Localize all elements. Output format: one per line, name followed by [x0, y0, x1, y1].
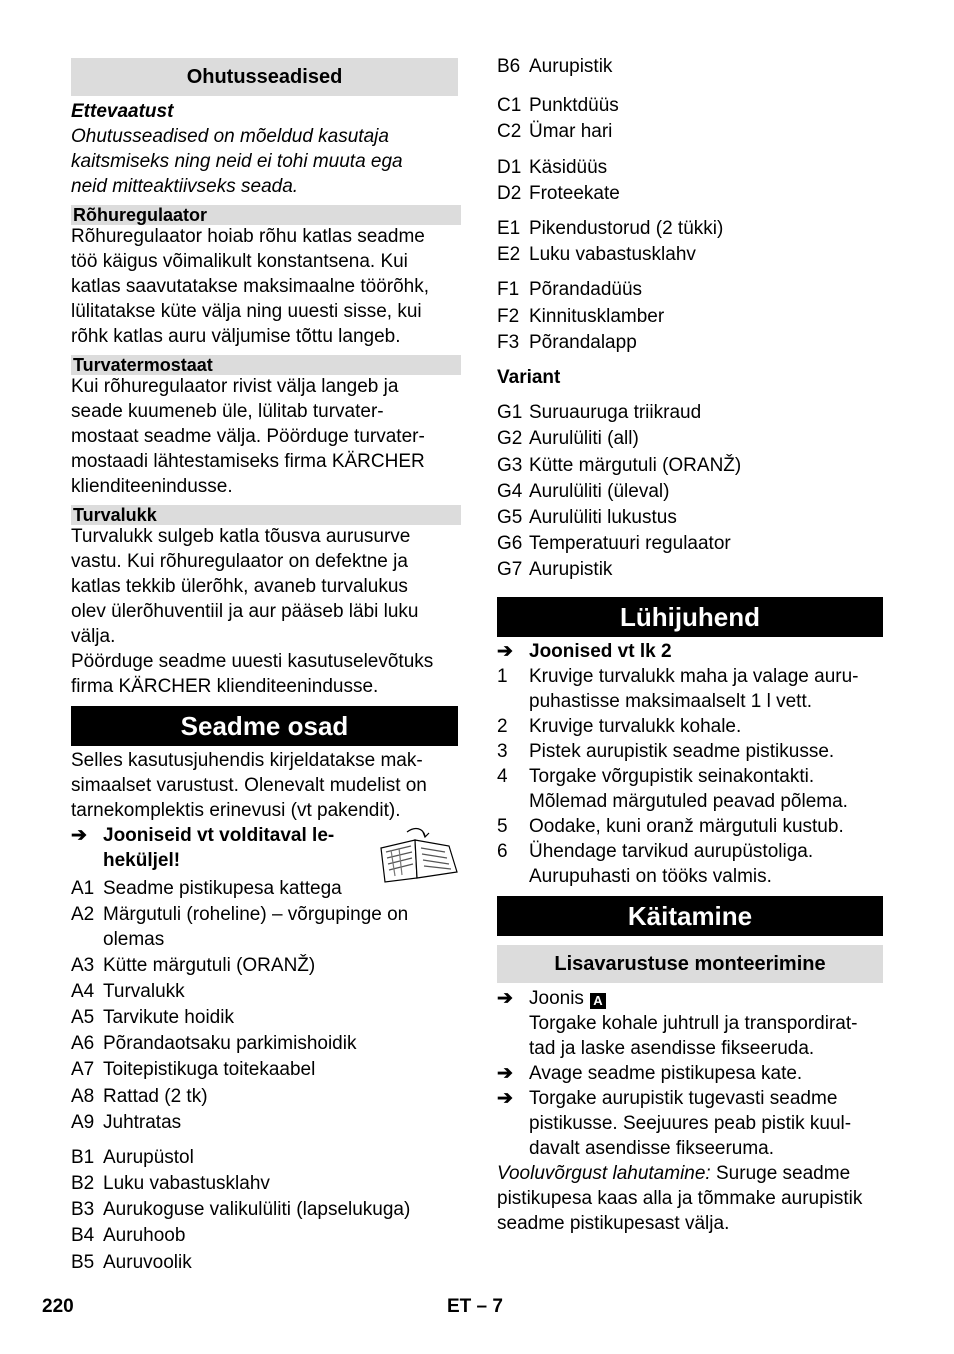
paragraph-line: simaalset varustust. Olenevalt mudelist on: [71, 775, 427, 796]
instruction-line: tad ja laske asendisse fikseeruda.: [529, 1038, 815, 1059]
quick-step-4-cont: Mõlemad märgutuled peavad põlema.: [529, 791, 848, 812]
paragraph-line: Pöörduge seadme uuesti kasutuselevõtuks: [71, 651, 434, 672]
paragraph-line: katlas saavutatakse maksimaalne töörõhk,: [71, 276, 430, 297]
warning-line: kaitsmiseks ning neid ei tohi muuta ega: [71, 151, 403, 172]
paragraph-line: välja.: [71, 626, 116, 647]
instruction-line: Torgake kohale juhtrull ja transpordirat-: [529, 1013, 858, 1034]
page-language-label: ET – 7: [447, 1296, 503, 1317]
variant-label: Variant: [497, 367, 561, 388]
paragraph-line: mostaat seadme välja. Pöörduge turvater-: [71, 426, 425, 447]
arrow-icon: ➔: [497, 1063, 513, 1084]
warning-line: neid mitteaktiivseks seada.: [71, 176, 299, 197]
arrow-icon: ➔: [497, 641, 513, 662]
arrow-note-line: heküljel!: [103, 850, 181, 871]
paragraph-line: Rõhuregulaator hoiab rõhu katlas seadme: [71, 226, 425, 247]
paragraph-line: Selles kasutusjuhendis kirjeldatakse mak-: [71, 750, 423, 771]
paragraph-line: lülitatakse küte välja ning uuesti sisse, kui: [71, 301, 422, 322]
instruction-line: pistikusse. Seejuures peab pistik kuul-: [529, 1113, 852, 1134]
warning-line: Ohutusseadised on mõeldud kasutaja: [71, 126, 389, 147]
arrow-icon: ➔: [71, 825, 87, 846]
subheading-accessory-mounting: Lisavarustuse monteerimine: [497, 945, 883, 983]
foldout-book-icon: [377, 826, 461, 884]
paragraph-line: olev ülerõhuventiil ja aur pääseb läbi luku: [71, 601, 419, 622]
paragraph-line: mostaadi lähtestamiseks firma KÄRCHER: [71, 451, 425, 472]
paragraph-line: seade kuumeneb üle, lülitab turvater-: [71, 401, 384, 422]
paragraph-line: pistikupesa kaas alla ja tõmmake aurupistik: [497, 1188, 863, 1209]
instruction-line: davalt asendisse fikseeruma.: [529, 1138, 775, 1159]
section-heading-safety: Ohutusseadised: [71, 58, 458, 96]
paragraph-line: Turvalukk sulgeb katla tõusva aurusurve: [71, 526, 411, 547]
figure-a-icon: A: [590, 993, 606, 1009]
subheading-pressure-regulator: Rõhuregulaator: [71, 205, 461, 225]
quick-step-1-cont: puhastisse maksimaalselt 1 l vett.: [529, 691, 813, 712]
paragraph-line: rõhk katlas auru väljumise tõttu langeb.: [71, 326, 401, 347]
paragraph-line: tarnekomplektis erinevusi (vt pakendit).: [71, 800, 401, 821]
subheading-safety-lock: Turvalukk: [71, 505, 461, 525]
quick-step-6-cont: Aurupuhasti on tööks valmis.: [529, 866, 772, 887]
section-title-operation: Käitamine: [497, 896, 883, 936]
arrow-note-line: Jooniseid vt volditaval le-: [103, 825, 335, 846]
arrow-icon: ➔: [497, 1088, 513, 1109]
paragraph-line: vastu. Kui rõhuregulaator on defektne ja: [71, 551, 408, 572]
paragraph-line: katlas tekkib ülerõhk, avaneb turvalukus: [71, 576, 408, 597]
page-number: 220: [42, 1296, 74, 1317]
paragraph-line: firma KÄRCHER klienditeenindusse.: [71, 676, 379, 697]
arrow-icon: ➔: [497, 988, 513, 1009]
paragraph-line: Kui rõhuregulaator rivist välja langeb ja: [71, 376, 399, 397]
paragraph-line: töö käigus võimalikult konstantsena. Kui: [71, 251, 408, 272]
section-title-device-parts: Seadme osad: [71, 706, 458, 746]
paragraph-line: seadme pistikupesast välja.: [497, 1213, 730, 1234]
paragraph-line: klienditeenindusse.: [71, 476, 233, 497]
subheading-safety-thermostat: Turvatermostaat: [71, 355, 461, 375]
section-title-quick-guide: Lühijuhend: [497, 597, 883, 637]
disconnect-paragraph: Vooluvõrgust lahutamine: Suruge seadme: [497, 1163, 851, 1184]
warning-title: Ettevaatust: [71, 101, 174, 122]
part-item-a2-cont: olemas: [103, 929, 165, 950]
